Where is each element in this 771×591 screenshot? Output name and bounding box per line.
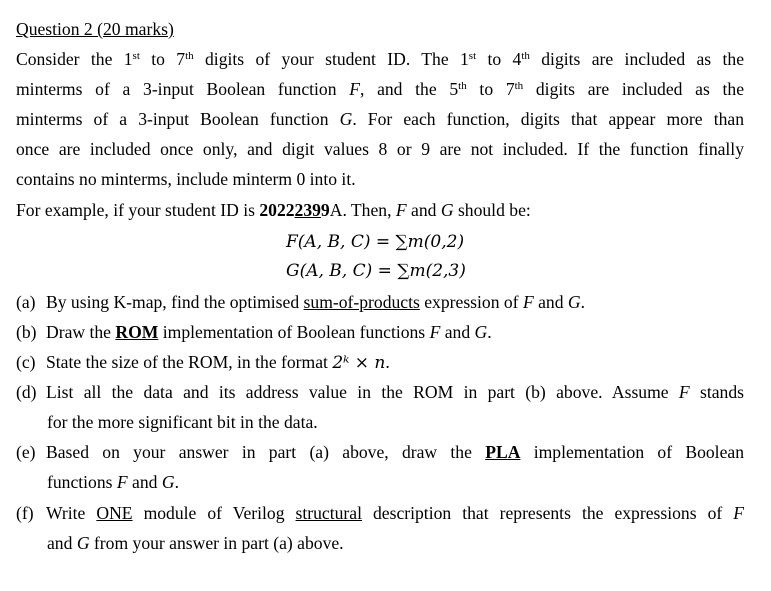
intro-line-4: once are included once only, and digit values 8 or 9 are not included. If the function finally	[16, 139, 744, 159]
part-b: (b) Draw the ROM implementation of Boolean functions F and G.	[16, 322, 492, 342]
part-e: (e) Based on your answer in part (a) above, draw the PLA implementation of Boolean	[16, 442, 744, 462]
example-line: For example, if your student ID is 20222399A. Then, F and G should be:	[16, 200, 531, 220]
intro-line-5: contains no minterms, include minterm 0 into it.	[16, 169, 356, 189]
part-f-line-2: and G from your answer in part (a) above.	[47, 533, 344, 553]
part-a: (a) By using K-map, find the optimised sum-of-products expression of F and G.	[16, 292, 586, 312]
part-d-line-2: for the more significant bit in the data.	[47, 412, 318, 432]
intro-line-1: Consider the 1st to 7th digits of your student ID. The 1st to 4th digits are included as the	[16, 49, 745, 69]
part-d: (d) List all the data and its address value in the ROM in part (b) above. Assume F stands	[16, 382, 744, 402]
part-e-line-2: functions F and G.	[47, 472, 179, 492]
equation-f: F(A, B, C) = ∑m(0,2)	[286, 232, 465, 252]
equation-g: G(A, B, C) = ∑m(2,3)	[286, 261, 466, 281]
intro-line-2: minterms of a 3-input Boolean function F, and the 5th to 7th digits are included as the	[16, 79, 745, 99]
part-c: (c) State the size of the ROM, in the format 2ᵏ × n.	[16, 352, 390, 373]
intro-line-3: minterms of a 3-input Boolean function G. For each function, digits that appear more than	[16, 109, 744, 129]
student-id-example: 20222399	[259, 200, 330, 220]
part-f: (f) Write ONE module of Verilog structural description that represents the expressions of F	[16, 503, 744, 523]
question-title: Question 2 (20 marks)	[16, 19, 174, 39]
